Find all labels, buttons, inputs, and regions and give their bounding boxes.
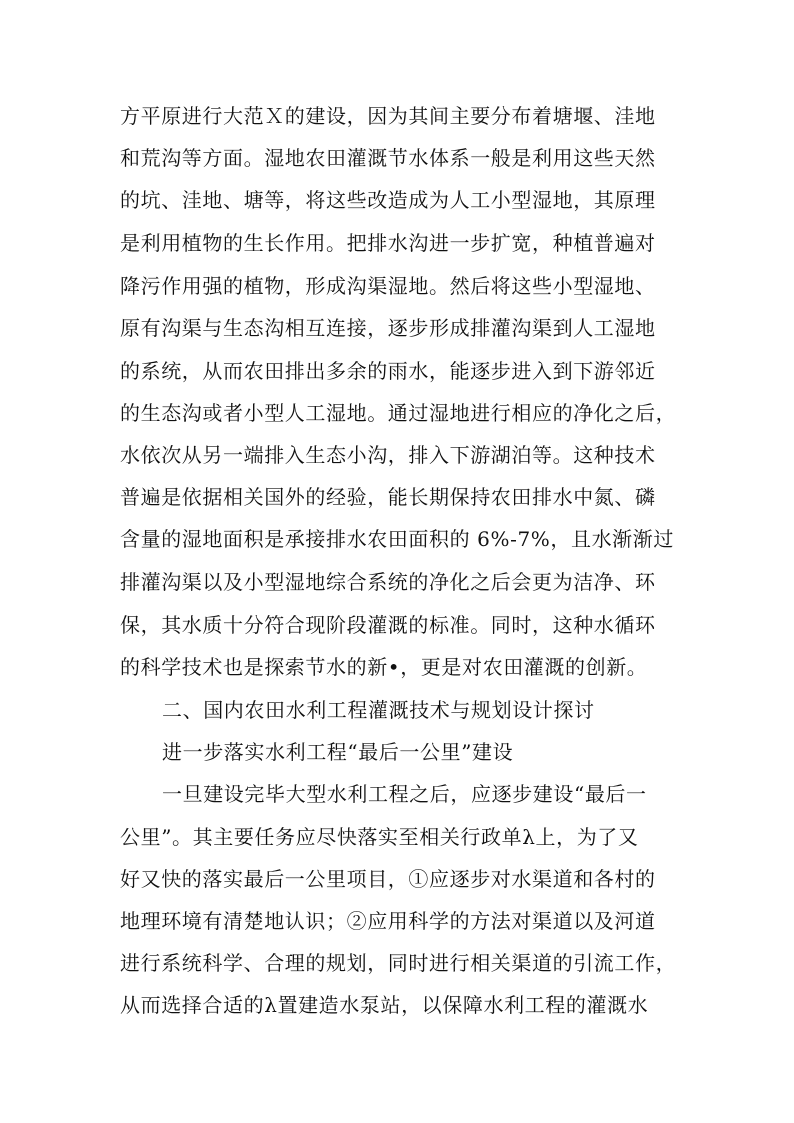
text-line: 地理环境有清楚地认识；②应用科学的方法对渠道以及河道 (120, 909, 656, 933)
text-line: 和荒沟等方面。湿地农田灌溉节水体系一般是利用这些天然 (120, 146, 656, 170)
text-line: 从而选择合适的λ置建造水泵站，以保障水利工程的灌溉水 (120, 993, 649, 1017)
paragraph-start-line: 一旦建设完毕大型水利工程之后，应逐步建设“最后一 (162, 782, 647, 806)
text-line: 方平原进行大范Ｘ的建设，因为其间主要分布着塘堰、洼地 (120, 104, 656, 128)
text-line: 好又快的落实最后一公里项目，①应逐步对水渠道和各村的 (120, 867, 656, 891)
text-line: 保，其水质十分符合现阶段灌溉的标准。同时，这种水循环 (120, 613, 656, 637)
subsection-heading: 进一步落实水利工程“最后一公里”建设 (162, 740, 514, 764)
text-line: 排灌沟渠以及小型湿地综合系统的净化之后会更为洁净、环 (120, 570, 656, 594)
text-line: 的生态沟或者小型人工湿地。通过湿地进行相应的净化之后， (120, 401, 677, 425)
text-line: 的系统，从而农田排出多余的雨水，能逐步进入到下游邻近 (120, 359, 656, 383)
text-line: 公里”。其主要任务应尽快落实至相关行政单λ上，为了又 (120, 825, 639, 849)
text-line: 含量的湿地面积是承接排水农田面积的 6%-7%，且水渐渐过 (120, 527, 674, 551)
text-line: 的科学技术也是探索节水的新•，更是对农田灌溉的创新。 (120, 655, 648, 679)
text-line: 原有沟渠与生态沟相互连接，逐步形成排灌沟渠到人工湿地 (120, 316, 656, 340)
section-heading: 二、国内农田水利工程灌溉技术与规划设计探讨 (162, 698, 595, 722)
text-line: 普遍是依据相关国外的经验，能长期保持农田排水中氮、磷 (120, 485, 656, 509)
text-line: 是利用植物的生长作用。把排水沟进一步扩宽，种植普遍对 (120, 231, 656, 255)
text-line: 的坑、洼地、塘等，将这些改造成为人工小型湿地，其原理 (120, 188, 656, 212)
text-line: 降污作用强的植物，形成沟渠湿地。然后将这些小型湿地、 (120, 274, 656, 298)
text-line: 水依次从另一端排入生态小沟，排入下游湖泊等。这种技术 (120, 443, 656, 467)
text-line: 进行系统科学、合理的规划，同时进行相关渠道的引流工作， (120, 951, 677, 975)
